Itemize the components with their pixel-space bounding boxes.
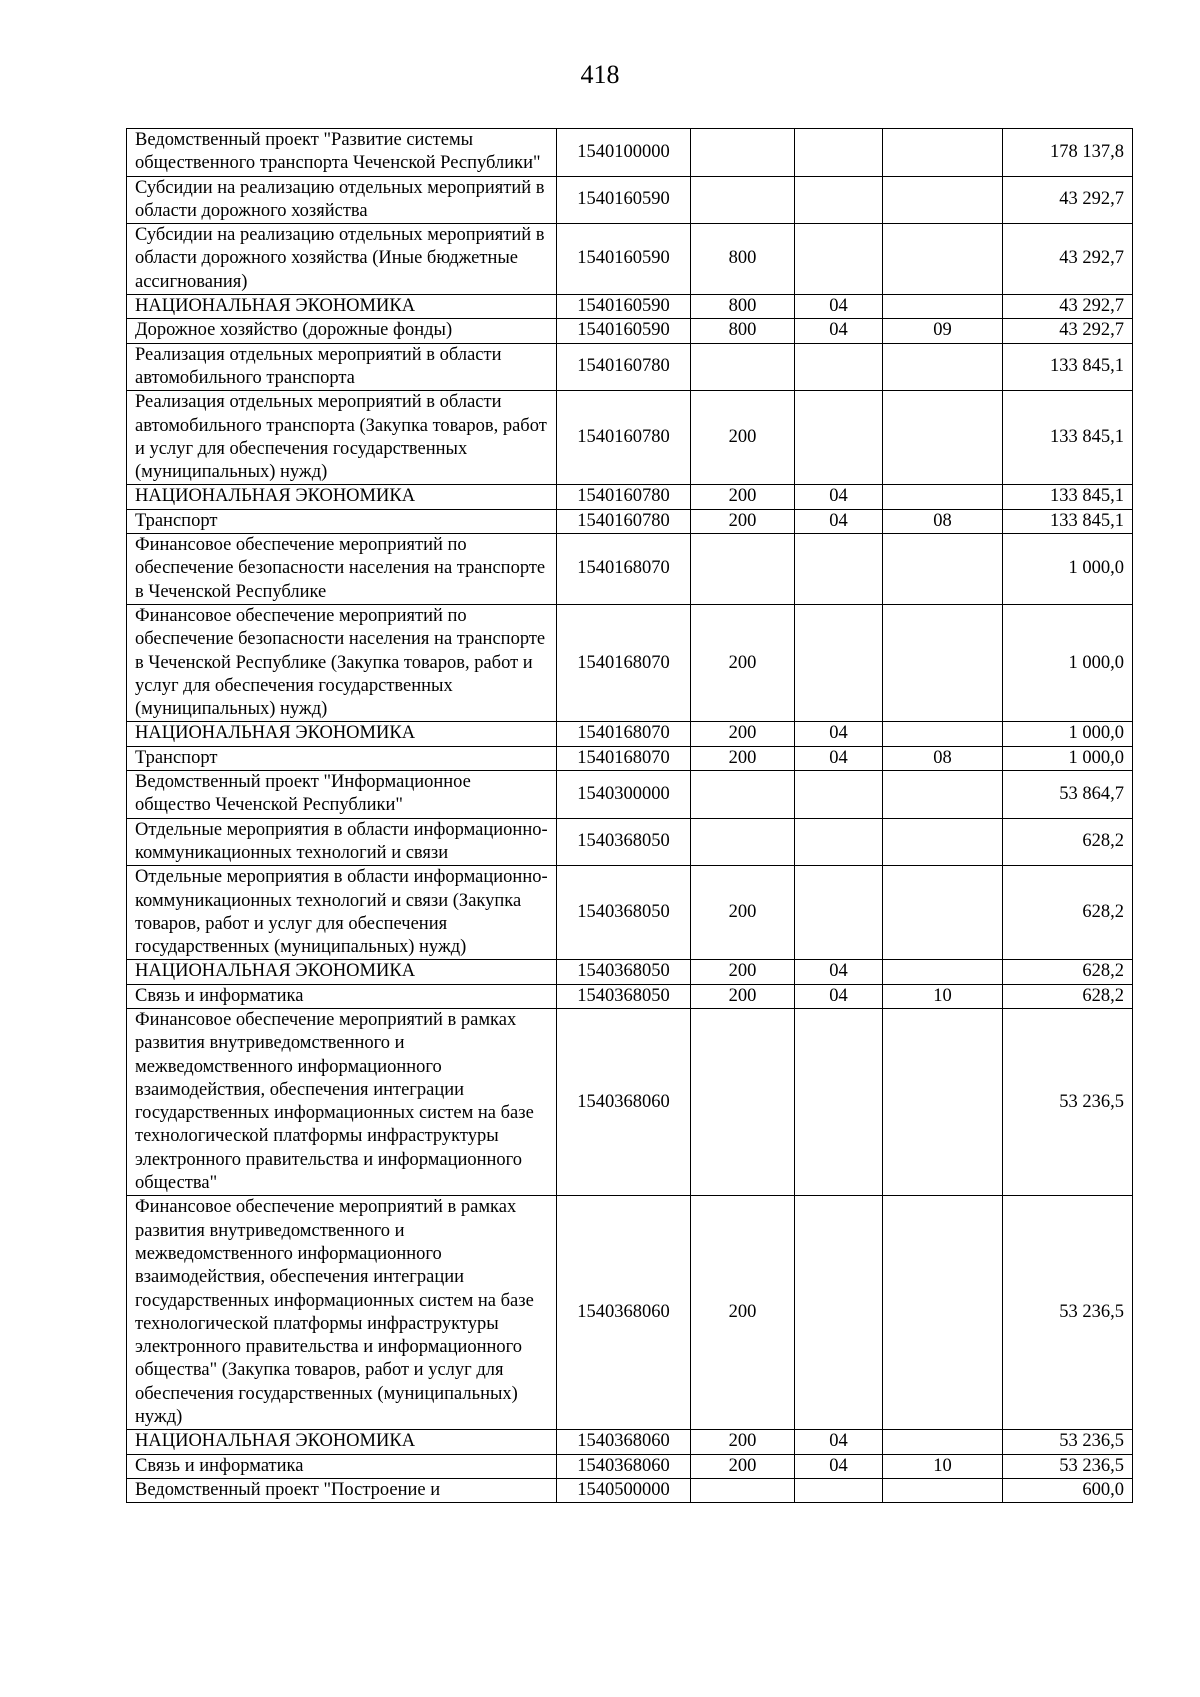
row-amount-cell: 133 845,1 (1003, 343, 1133, 391)
row-amount-cell: 1 000,0 (1003, 604, 1133, 721)
row-section-cell: 04 (795, 509, 883, 533)
row-amount-cell: 1 000,0 (1003, 534, 1133, 605)
table-row (127, 1196, 1133, 1430)
row-name-cell: Финансовое обеспечение мероприятий в рамках развития внутриведомственного и межведомственного информационного взаимодействия, обеспечения интеграции государственных информационных систем на базе технологической платформы инфраструктуры электронного правительства и информационного общества" (127, 1008, 557, 1195)
table-row (127, 319, 1133, 343)
row-name-cell: Транспорт (127, 509, 557, 533)
row-code-cell: 1540160590 (557, 176, 691, 224)
table-row (127, 960, 1133, 984)
row-section-cell (795, 1478, 883, 1502)
table-row (127, 818, 1133, 866)
budget-table-body (127, 129, 1133, 1503)
row-expense-type-cell: 800 (691, 295, 795, 319)
row-expense-type-cell: 200 (691, 722, 795, 746)
row-subsection-cell (883, 295, 1003, 319)
row-code-cell: 1540160590 (557, 295, 691, 319)
row-section-cell: 04 (795, 1454, 883, 1478)
row-code-cell: 1540368060 (557, 1454, 691, 1478)
row-code-cell: 1540368050 (557, 984, 691, 1008)
row-subsection-cell: 10 (883, 984, 1003, 1008)
table-row (127, 1454, 1133, 1478)
row-subsection-cell: 08 (883, 509, 1003, 533)
row-code-cell: 1540168070 (557, 534, 691, 605)
row-subsection-cell (883, 1008, 1003, 1195)
row-code-cell: 1540368060 (557, 1008, 691, 1195)
row-code-cell: 1540160780 (557, 509, 691, 533)
row-expense-type-cell: 200 (691, 1454, 795, 1478)
row-expense-type-cell: 200 (691, 866, 795, 960)
row-code-cell: 1540168070 (557, 746, 691, 770)
row-subsection-cell (883, 224, 1003, 295)
row-section-cell (795, 1008, 883, 1195)
table-row (127, 866, 1133, 960)
row-name-cell: НАЦИОНАЛЬНАЯ ЭКОНОМИКА (127, 960, 557, 984)
row-name-cell: Ведомственный проект "Информационное общество Чеченской Республики" (127, 771, 557, 819)
row-section-cell: 04 (795, 746, 883, 770)
row-amount-cell: 53 236,5 (1003, 1008, 1133, 1195)
row-section-cell (795, 818, 883, 866)
row-section-cell: 04 (795, 319, 883, 343)
page-number: 418 (580, 60, 620, 89)
row-amount-cell: 628,2 (1003, 818, 1133, 866)
row-amount-cell: 1 000,0 (1003, 722, 1133, 746)
row-name-cell: Субсидии на реализацию отдельных мероприятий в области дорожного хозяйства (Иные бюджетные ассигнования) (127, 224, 557, 295)
row-subsection-cell (883, 534, 1003, 605)
budget-table (126, 128, 1133, 1503)
row-amount-cell: 133 845,1 (1003, 391, 1133, 485)
row-name-cell: НАЦИОНАЛЬНАЯ ЭКОНОМИКА (127, 1430, 557, 1454)
row-code-cell: 1540368050 (557, 866, 691, 960)
row-expense-type-cell: 200 (691, 1430, 795, 1454)
row-subsection-cell (883, 391, 1003, 485)
row-code-cell: 1540160590 (557, 319, 691, 343)
row-amount-cell: 628,2 (1003, 984, 1133, 1008)
row-amount-cell: 600,0 (1003, 1478, 1133, 1502)
table-row (127, 129, 1133, 177)
row-subsection-cell (883, 960, 1003, 984)
row-section-cell: 04 (795, 960, 883, 984)
row-name-cell: Связь и информатика (127, 1454, 557, 1478)
row-subsection-cell (883, 722, 1003, 746)
row-code-cell: 1540160780 (557, 391, 691, 485)
row-section-cell (795, 129, 883, 177)
row-amount-cell: 43 292,7 (1003, 319, 1133, 343)
row-name-cell: Отдельные мероприятия в области информационно-коммуникационных технологий и связи (Закупка товаров, работ и услуг для обеспечения государственных (муниципальных) нужд) (127, 866, 557, 960)
row-expense-type-cell (691, 771, 795, 819)
table-row (127, 176, 1133, 224)
row-amount-cell: 43 292,7 (1003, 295, 1133, 319)
row-subsection-cell (883, 866, 1003, 960)
row-name-cell: Связь и информатика (127, 984, 557, 1008)
row-subsection-cell (883, 129, 1003, 177)
row-subsection-cell (883, 343, 1003, 391)
row-subsection-cell (883, 771, 1003, 819)
row-amount-cell: 133 845,1 (1003, 509, 1133, 533)
table-row (127, 485, 1133, 509)
row-subsection-cell (883, 1196, 1003, 1430)
row-section-cell (795, 866, 883, 960)
row-expense-type-cell: 200 (691, 509, 795, 533)
row-subsection-cell (883, 485, 1003, 509)
row-amount-cell: 53 236,5 (1003, 1454, 1133, 1478)
table-row (127, 1478, 1133, 1502)
row-subsection-cell: 08 (883, 746, 1003, 770)
table-row (127, 1008, 1133, 1195)
row-name-cell: Финансовое обеспечение мероприятий по обеспечение безопасности населения на транспорте в Чеченской Республике (127, 534, 557, 605)
row-expense-type-cell: 200 (691, 485, 795, 509)
row-code-cell: 1540368060 (557, 1196, 691, 1430)
row-expense-type-cell (691, 1008, 795, 1195)
row-expense-type-cell: 200 (691, 960, 795, 984)
row-amount-cell: 628,2 (1003, 960, 1133, 984)
row-code-cell: 1540160780 (557, 343, 691, 391)
table-row (127, 224, 1133, 295)
row-expense-type-cell: 200 (691, 984, 795, 1008)
row-code-cell: 1540300000 (557, 771, 691, 819)
row-subsection-cell (883, 818, 1003, 866)
table-row (127, 295, 1133, 319)
row-name-cell: Ведомственный проект "Развитие системы общественного транспорта Чеченской Республики" (127, 129, 557, 177)
row-amount-cell: 53 864,7 (1003, 771, 1133, 819)
row-name-cell: Реализация отдельных мероприятий в области автомобильного транспорта (127, 343, 557, 391)
table-row (127, 746, 1133, 770)
row-expense-type-cell (691, 176, 795, 224)
row-name-cell: Ведомственный проект "Построение и (127, 1478, 557, 1502)
row-name-cell: Финансовое обеспечение мероприятий по обеспечение безопасности населения на транспорте в Чеченской Республике (Закупка товаров, работ и услуг для обеспечения государственных (муниципальных) нужд) (127, 604, 557, 721)
row-name-cell: НАЦИОНАЛЬНАЯ ЭКОНОМИКА (127, 295, 557, 319)
row-expense-type-cell (691, 534, 795, 605)
table-row (127, 1430, 1133, 1454)
table-row (127, 722, 1133, 746)
table-row (127, 604, 1133, 721)
table-row (127, 534, 1133, 605)
row-subsection-cell (883, 176, 1003, 224)
row-section-cell (795, 534, 883, 605)
row-name-cell: Реализация отдельных мероприятий в области автомобильного транспорта (Закупка товаров, работ и услуг для обеспечения государственных (муниципальных) нужд) (127, 391, 557, 485)
row-section-cell (795, 391, 883, 485)
row-section-cell: 04 (795, 1430, 883, 1454)
row-amount-cell: 43 292,7 (1003, 224, 1133, 295)
row-code-cell: 1540368050 (557, 960, 691, 984)
row-code-cell: 1540168070 (557, 604, 691, 721)
row-section-cell: 04 (795, 722, 883, 746)
row-section-cell: 04 (795, 984, 883, 1008)
row-code-cell: 1540368050 (557, 818, 691, 866)
row-expense-type-cell (691, 343, 795, 391)
table-row (127, 343, 1133, 391)
row-section-cell (795, 604, 883, 721)
row-expense-type-cell: 200 (691, 1196, 795, 1430)
row-code-cell: 1540100000 (557, 129, 691, 177)
row-amount-cell: 43 292,7 (1003, 176, 1133, 224)
row-section-cell (795, 343, 883, 391)
row-section-cell (795, 1196, 883, 1430)
row-amount-cell: 1 000,0 (1003, 746, 1133, 770)
row-name-cell: Транспорт (127, 746, 557, 770)
table-row (127, 391, 1133, 485)
row-name-cell: Дорожное хозяйство (дорожные фонды) (127, 319, 557, 343)
row-name-cell: Отдельные мероприятия в области информационно-коммуникационных технологий и связи (127, 818, 557, 866)
row-expense-type-cell (691, 1478, 795, 1502)
row-subsection-cell (883, 1478, 1003, 1502)
table-row (127, 509, 1133, 533)
row-expense-type-cell (691, 818, 795, 866)
row-amount-cell: 178 137,8 (1003, 129, 1133, 177)
row-code-cell: 1540160590 (557, 224, 691, 295)
row-subsection-cell: 09 (883, 319, 1003, 343)
row-code-cell: 1540368060 (557, 1430, 691, 1454)
row-expense-type-cell (691, 129, 795, 177)
row-expense-type-cell: 800 (691, 319, 795, 343)
row-subsection-cell (883, 604, 1003, 721)
row-section-cell: 04 (795, 295, 883, 319)
row-subsection-cell: 10 (883, 1454, 1003, 1478)
row-name-cell: Субсидии на реализацию отдельных мероприятий в области дорожного хозяйства (127, 176, 557, 224)
table-row (127, 771, 1133, 819)
row-amount-cell: 133 845,1 (1003, 485, 1133, 509)
row-section-cell (795, 771, 883, 819)
row-section-cell (795, 176, 883, 224)
row-amount-cell: 53 236,5 (1003, 1430, 1133, 1454)
row-code-cell: 1540160780 (557, 485, 691, 509)
row-subsection-cell (883, 1430, 1003, 1454)
row-section-cell (795, 224, 883, 295)
row-expense-type-cell: 200 (691, 391, 795, 485)
row-amount-cell: 628,2 (1003, 866, 1133, 960)
row-expense-type-cell: 200 (691, 604, 795, 721)
row-code-cell: 1540500000 (557, 1478, 691, 1502)
row-expense-type-cell: 800 (691, 224, 795, 295)
row-code-cell: 1540168070 (557, 722, 691, 746)
row-name-cell: Финансовое обеспечение мероприятий в рамках развития внутриведомственного и межведомственного информационного взаимодействия, обеспечения интеграции государственных информационных систем на базе технологической платформы инфраструктуры электронного правительства и информационного общества" (Закупка товаров, работ и услуг для обеспечения государственных (муниципальных) нужд) (127, 1196, 557, 1430)
row-name-cell: НАЦИОНАЛЬНАЯ ЭКОНОМИКА (127, 722, 557, 746)
row-expense-type-cell: 200 (691, 746, 795, 770)
table-row (127, 984, 1133, 1008)
row-amount-cell: 53 236,5 (1003, 1196, 1133, 1430)
row-section-cell: 04 (795, 485, 883, 509)
row-name-cell: НАЦИОНАЛЬНАЯ ЭКОНОМИКА (127, 485, 557, 509)
